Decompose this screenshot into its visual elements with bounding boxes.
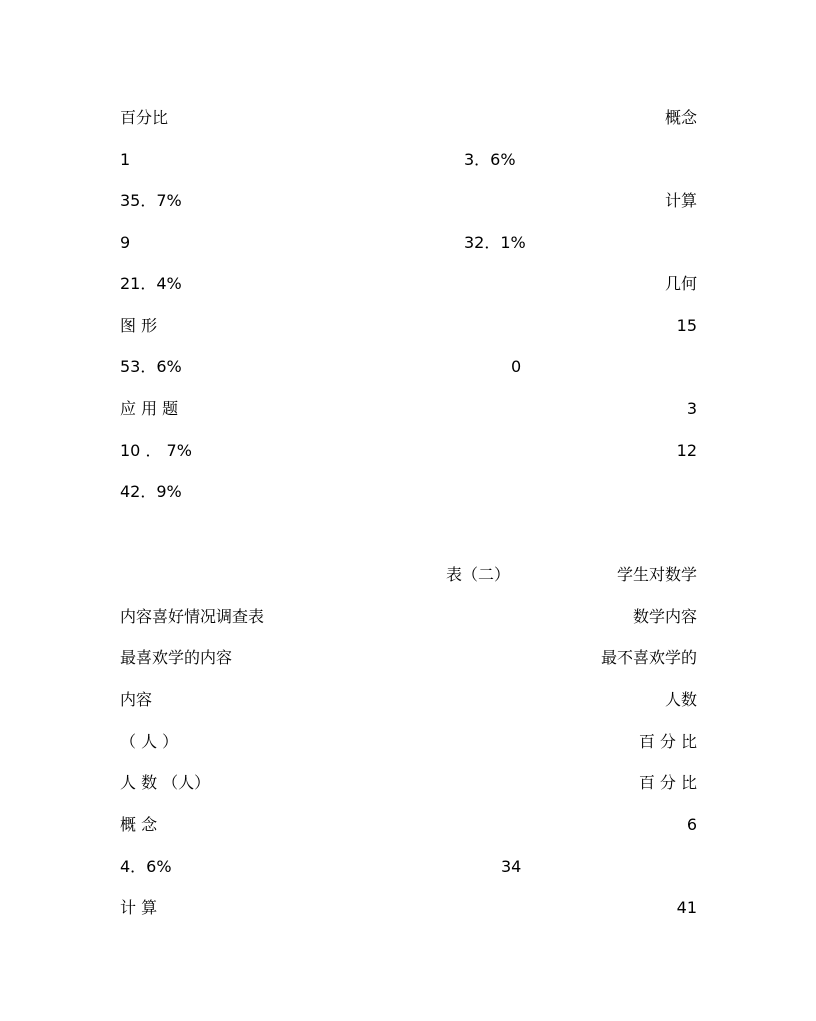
table2-row <box>120 730 697 754</box>
table1-row <box>120 272 697 296</box>
table1-row-left: 35．7% <box>120 191 182 210</box>
table1-row-left: 42．9% <box>120 482 182 501</box>
table2-row-right: 最不喜欢学的 <box>600 648 697 667</box>
table2-row-right: 人数 <box>664 690 697 709</box>
table2-row-left: 最喜欢学的内容 <box>120 648 233 667</box>
table2-row-right: 41 <box>676 898 697 917</box>
table1-row-right: 概念 <box>664 108 697 127</box>
table1-row-left: 53．6% <box>120 357 182 376</box>
table2-title-right: 学生对数学 <box>616 565 697 584</box>
table2-row-mid: 34 <box>501 857 522 876</box>
table1-row-left: 应 用 题 <box>120 399 179 418</box>
table2-title: 表（二） <box>446 565 511 584</box>
table2-row-left: 人 数 （人） <box>120 773 211 792</box>
table1-row-left: 21．4% <box>120 274 182 293</box>
table2-row <box>120 855 697 879</box>
table2-row <box>120 813 697 837</box>
table2-row-left: 内容 <box>120 690 153 709</box>
table1-row-right: 几何 <box>664 274 697 293</box>
table2-row <box>120 646 697 670</box>
table1-row <box>120 397 697 421</box>
table2-row <box>120 605 697 629</box>
table2-row-left: 计 算 <box>120 898 158 917</box>
table1-row-right: 3 <box>686 399 697 418</box>
table1-row <box>120 189 697 213</box>
table1-row <box>120 106 697 130</box>
table2-row <box>120 688 697 712</box>
table2-row <box>120 896 697 920</box>
table1-row-right: 15 <box>676 316 697 335</box>
table1-row-right: 计算 <box>664 191 697 210</box>
table1-row-left: 百分比 <box>120 108 169 127</box>
table1-row-left: 9 <box>120 233 131 252</box>
table2-row-right: 数学内容 <box>632 607 697 626</box>
table1-row-left: 10 ． 7% <box>120 441 192 460</box>
table1-row <box>120 480 697 504</box>
table2-row-right: 百 分 比 <box>638 773 697 792</box>
table2-row-right: 百 分 比 <box>638 732 697 751</box>
table2-row-left: （ 人 ） <box>120 732 179 751</box>
table1-row-mid: 0 <box>511 357 522 376</box>
table2-row-right: 6 <box>686 815 697 834</box>
table2-row-left: 内容喜好情况调查表 <box>120 607 265 626</box>
table2-title-row <box>120 563 697 587</box>
table1-row-left: 1 <box>120 150 131 169</box>
table1-row <box>120 148 697 172</box>
table2-row-left: 4．6% <box>120 857 172 876</box>
table1-row <box>120 231 697 255</box>
table1-row-mid: 3．6% <box>464 150 516 169</box>
table1-row <box>120 355 697 379</box>
table1-row <box>120 314 697 338</box>
table1-row-left: 图 形 <box>120 316 158 335</box>
table1-row <box>120 439 697 463</box>
table2-row-left: 概 念 <box>120 815 158 834</box>
table1-row-mid: 32．1% <box>464 233 526 252</box>
table1-row-right: 12 <box>676 441 697 460</box>
table2-row <box>120 771 697 795</box>
